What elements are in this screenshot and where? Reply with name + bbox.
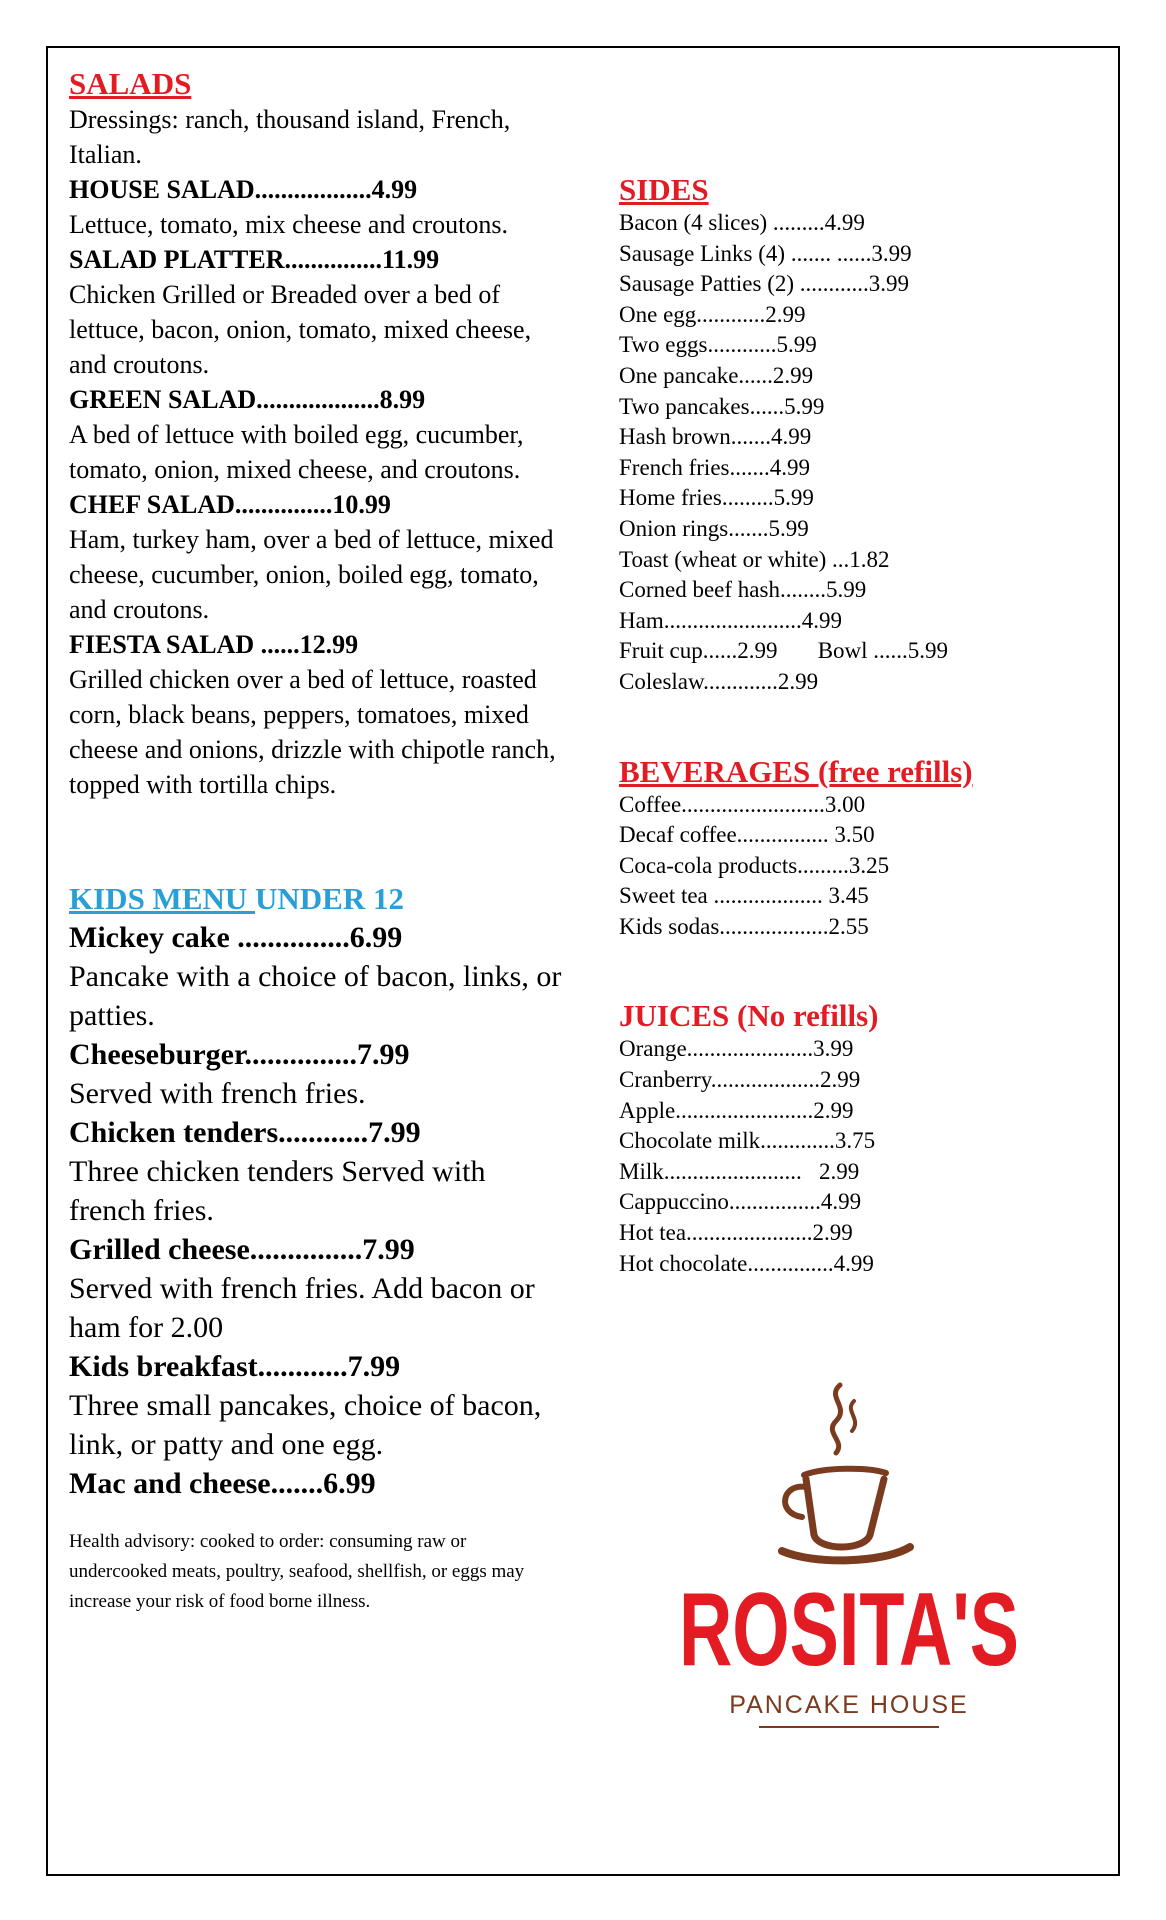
beverages-list	[619, 790, 1039, 943]
juice-item: Chocolate milk.............3.75	[619, 1128, 876, 1154]
salad-item-description: Chicken Grilled or Breaded over a bed of lettuce, bacon, onion, tomato, mixed cheese, and croutons.	[69, 280, 532, 379]
salad-item-description: A bed of lettuce with boiled egg, cucumber, tomato, onion, mixed cheese, and croutons.	[69, 420, 524, 484]
side-item: Onion rings.......5.99	[619, 515, 809, 541]
beverages-title: BEVERAGES (free refills)	[619, 753, 973, 789]
juice-item: Hot chocolate...............4.99	[619, 1250, 874, 1276]
kids-section	[69, 880, 569, 1503]
kids-item-description: Served with french fries. Add bacon or ham for 2.00	[69, 1272, 535, 1344]
salad-item-description: Ham, turkey ham, over a bed of lettuce, mixed cheese, cucumber, onion, boiled egg, tomato, and croutons.	[69, 525, 554, 624]
beverage-item: Kids sodas...................2.55	[619, 913, 869, 939]
beverage-item: Decaf coffee................ 3.50	[619, 822, 875, 848]
logo-brand-text: ROSITA'S	[679, 1572, 1019, 1688]
juice-item: Orange......................3.99	[619, 1036, 854, 1062]
kids-subtitle: UNDER 12	[255, 881, 404, 916]
salad-item-name: SALAD PLATTER...............11.99	[69, 245, 440, 274]
kids-item-description: Three small pancakes, choice of bacon, link, or patty and one egg.	[69, 1389, 542, 1461]
side-item: Coleslaw.............2.99	[619, 668, 819, 694]
salad-item-name: GREEN SALAD...................8.99	[69, 385, 426, 414]
health-advisory: Health advisory: cooked to order: consuming raw or undercooked meats, poultry, seafood, shellfish, or eggs may increase your risk of food borne illness.	[69, 1531, 525, 1612]
salad-item-description: Lettuce, tomato, mix cheese and croutons.	[69, 210, 508, 239]
side-item: One pancake......2.99	[619, 362, 814, 388]
juice-item: Milk........................ 2.99	[619, 1158, 860, 1184]
left-column	[69, 66, 569, 1617]
salads-section	[69, 66, 569, 802]
side-item: Home fries.........5.99	[619, 485, 814, 511]
side-item: Sausage Links (4) ....... ......3.99	[619, 240, 912, 266]
side-item: Sausage Patties (2) ............3.99	[619, 271, 910, 297]
juices-list	[619, 1034, 1039, 1279]
right-column	[619, 172, 1039, 1279]
kids-title	[69, 880, 569, 918]
restaurant-logo	[664, 1375, 1034, 1745]
beverage-item: Sweet tea ................... 3.45	[619, 883, 869, 909]
juices-section	[619, 998, 1039, 1279]
side-item: One egg............2.99	[619, 301, 806, 327]
juice-item: Cranberry...................2.99	[619, 1067, 861, 1093]
salad-item-name: CHEF SALAD...............10.99	[69, 490, 391, 519]
side-item: Corned beef hash........5.99	[619, 577, 867, 603]
sides-section	[619, 172, 1039, 698]
kids-item-name: Grilled cheese...............7.99	[69, 1233, 415, 1266]
logo-tagline: PANCAKE HOUSE	[729, 1691, 969, 1719]
kids-item-name: Cheeseburger...............7.99	[69, 1038, 410, 1071]
side-item: Bacon (4 slices) .........4.99	[619, 210, 865, 235]
kids-item-name: Chicken tenders............7.99	[69, 1116, 421, 1149]
kids-item-description: Served with french fries.	[69, 1077, 366, 1110]
side-item: Two eggs............5.99	[619, 332, 817, 358]
side-item: French fries.......4.99	[619, 454, 810, 480]
dressings-note: Dressings: ranch, thousand island, French, Italian.	[69, 105, 511, 169]
kids-item-name: Kids breakfast............7.99	[69, 1350, 401, 1383]
salad-item-name: FIESTA SALAD ......12.99	[69, 630, 359, 659]
side-item: Ham........................4.99	[619, 607, 842, 633]
juice-item: Cappuccino................4.99	[619, 1189, 862, 1215]
juices-title: JUICES (No refills)	[619, 998, 879, 1034]
juice-item: Hot tea......................2.99	[619, 1220, 853, 1246]
coffee-cup-icon	[664, 1375, 1034, 1745]
salad-item-name: HOUSE SALAD..................4.99	[69, 175, 418, 204]
kids-item-description: Three chicken tenders Served with french fries.	[69, 1155, 486, 1227]
side-item: Two pancakes......5.99	[619, 393, 825, 419]
side-item: Toast (wheat or white) ...1.82	[619, 546, 890, 572]
beverage-item: Coca-cola products.........3.25	[619, 852, 890, 878]
side-item: Hash brown.......4.99	[619, 424, 812, 450]
beverages-section	[619, 754, 1039, 943]
kids-title-main: KIDS MENU	[69, 881, 256, 916]
side-item: Fruit cup......2.99 Bowl ......5.99	[619, 638, 949, 664]
salads-title: SALADS	[69, 66, 192, 101]
kids-item-name: Mickey cake ...............6.99	[69, 921, 403, 954]
salad-item-description: Grilled chicken over a bed of lettuce, roasted corn, black beans, peppers, tomatoes, mixed cheese and onions, drizzle with chipotle ranch, topped with tortilla chips.	[69, 665, 556, 799]
kids-item-name: Mac and cheese.......6.99	[69, 1467, 376, 1500]
sides-list	[619, 208, 1039, 698]
sides-title: SIDES	[619, 172, 709, 207]
beverage-item: Coffee.........................3.00	[619, 791, 866, 817]
kids-item-description: Pancake with a choice of bacon, links, or patties.	[69, 960, 562, 1032]
juice-item: Apple........................2.99	[619, 1097, 854, 1123]
